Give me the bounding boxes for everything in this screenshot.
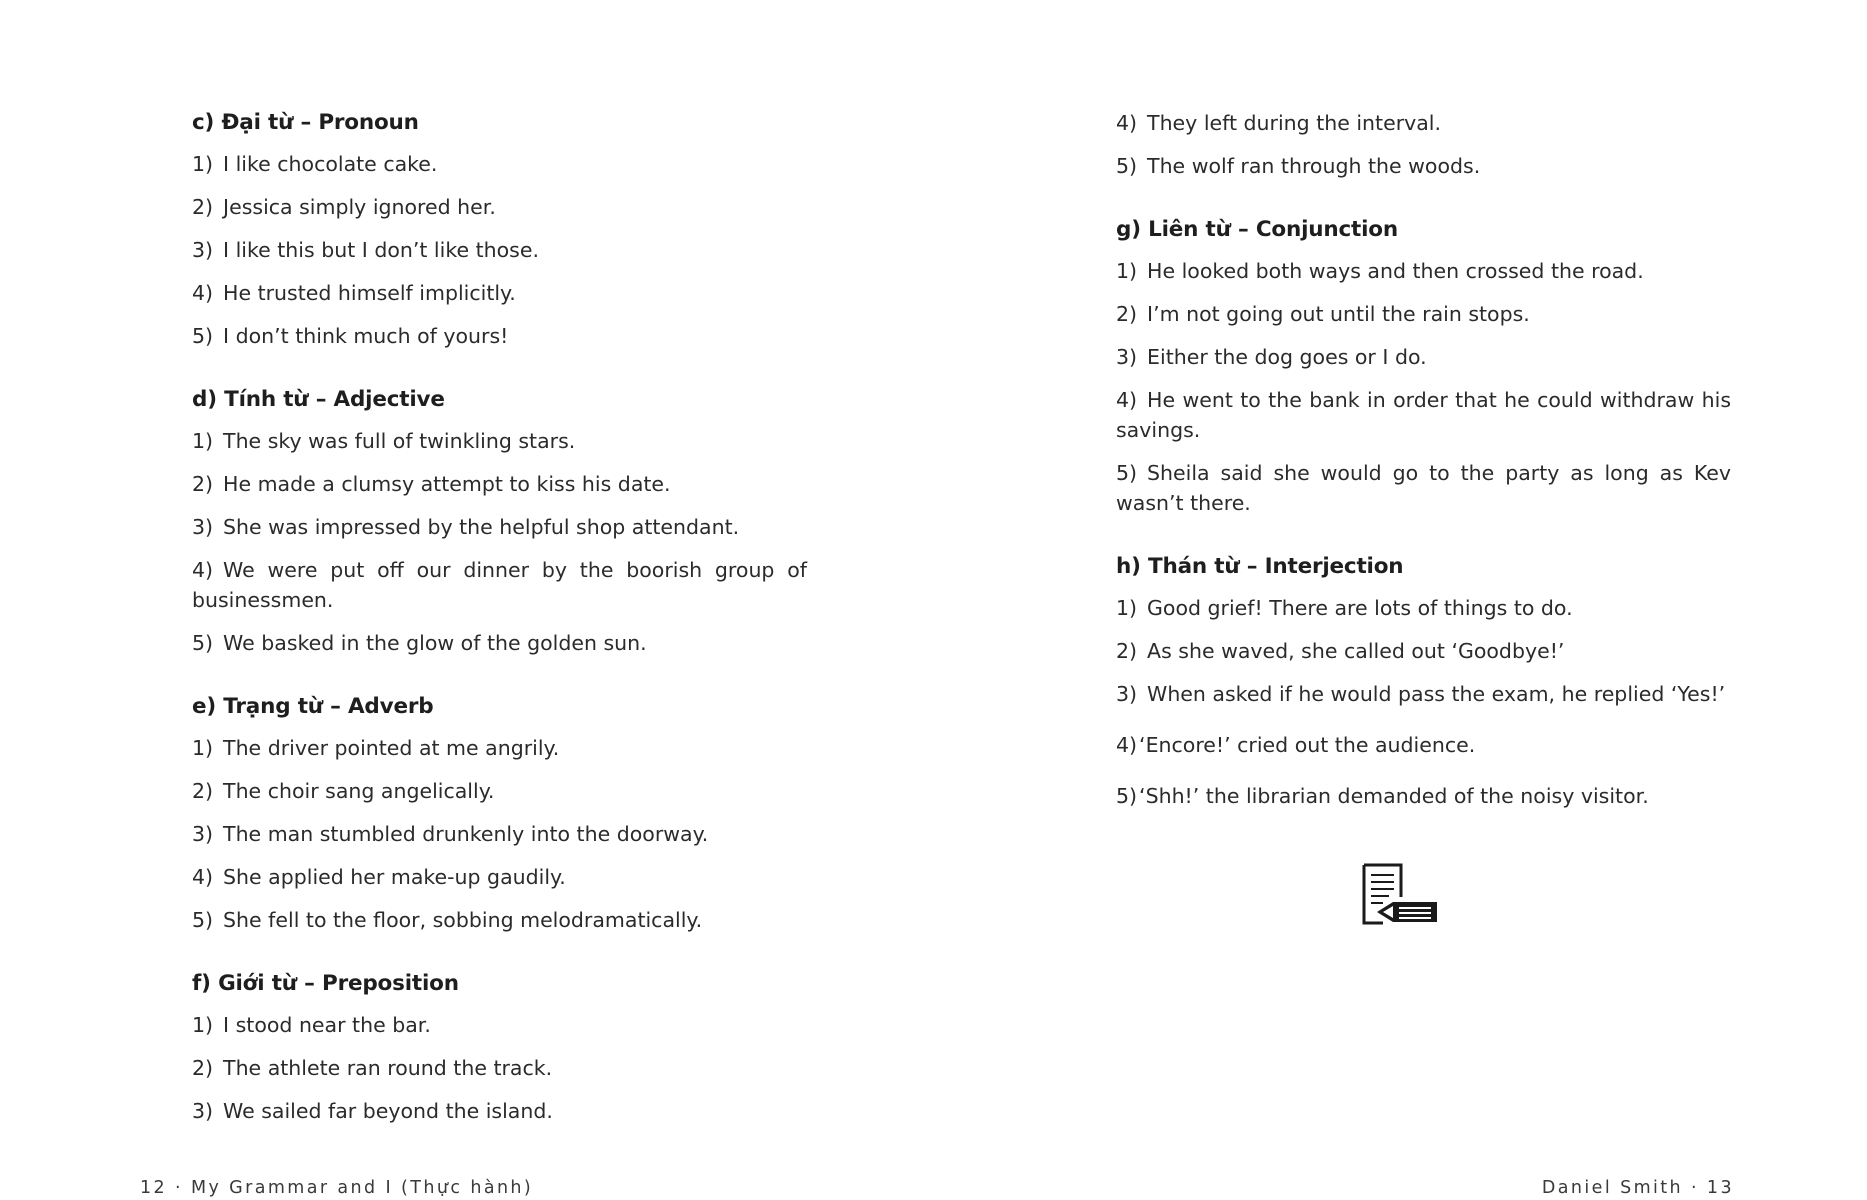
list-item: 3) We sailed far beyond the island. (192, 1099, 553, 1123)
right-page (933, 0, 1867, 1200)
list-item: 4) He went to the bank in order that he could withdraw his savings. (1116, 388, 1731, 442)
list-item: 5) She fell to the floor, sobbing melodramatically. (192, 908, 703, 932)
left-page (0, 0, 933, 1200)
list-item: 2) I’m not going out until the rain stops. (1116, 302, 1530, 326)
section-heading: g) Liên từ – Conjunction (1116, 217, 1398, 242)
list-item: 3) The man stumbled drunkenly into the doorway. (192, 822, 709, 846)
page-footer-left: 12 · My Grammar and I (Thực hành) (140, 1178, 534, 1198)
list-item: 5) The wolf ran through the woods. (1116, 154, 1481, 178)
section-interjection (1116, 552, 1731, 811)
list-item: 4) She applied her make-up gaudily. (192, 865, 566, 889)
list-item: 1) He looked both ways and then crossed the road. (1116, 259, 1644, 283)
list-item: 5)‘Shh!’ the librarian demanded of the noisy visitor. (1116, 784, 1649, 808)
section-heading: h) Thán từ – Interjection (1116, 554, 1404, 579)
page-footer-right: Daniel Smith · 13 (1541, 1178, 1734, 1198)
section-heading: d) Tính từ – Adjective (192, 387, 445, 412)
list-item: 5) I don’t think much of yours! (192, 324, 509, 348)
list-item: 1) Good grief! There are lots of things to do. (1116, 596, 1573, 620)
list-item: 3) She was impressed by the helpful shop attendant. (192, 515, 740, 539)
section-adverb (192, 692, 807, 935)
list-item: 4) He trusted himself implicitly. (192, 281, 516, 305)
list-item: 1) I like chocolate cake. (192, 152, 438, 176)
list-item: 1) I stood near the bar. (192, 1013, 431, 1037)
list-item: 2) As she waved, she called out ‘Goodbye!’ (1116, 639, 1565, 663)
document-pencil-icon (1361, 863, 1441, 925)
list-item: 5) Sheila said she would go to the party as long as Kev wasn’t there. (1116, 461, 1731, 515)
list-item: 2) He made a clumsy attempt to kiss his date. (192, 472, 671, 496)
section-conjunction (1116, 215, 1731, 518)
left-column (192, 108, 807, 1160)
list-item: 2) The choir sang angelically. (192, 779, 495, 803)
right-column (1116, 108, 1731, 845)
list-item: 2) Jessica simply ignored her. (192, 195, 496, 219)
section-adjective (192, 385, 807, 658)
section-heading: f) Giới từ – Preposition (192, 971, 459, 996)
section-pronoun (192, 108, 807, 351)
list-item: 4) They left during the interval. (1116, 111, 1442, 135)
list-item: 5) We basked in the glow of the golden sun. (192, 631, 647, 655)
list-item: 3) Either the dog goes or I do. (1116, 345, 1427, 369)
list-item: 1) The driver pointed at me angrily. (192, 736, 560, 760)
list-item: 3) I like this but I don’t like those. (192, 238, 539, 262)
section-preposition-continued (1116, 108, 1731, 181)
section-heading: c) Đại từ – Pronoun (192, 110, 419, 135)
list-item: 3) When asked if he would pass the exam, he replied ‘Yes!’ (1116, 682, 1726, 706)
list-item: 1) The sky was full of twinkling stars. (192, 429, 576, 453)
section-heading: e) Trạng từ – Adverb (192, 694, 434, 719)
section-preposition (192, 969, 807, 1126)
list-item: 2) The athlete ran round the track. (192, 1056, 553, 1080)
list-item: 4) We were put off our dinner by the boorish group of businessmen. (192, 558, 807, 612)
list-item: 4)‘Encore!’ cried out the audience. (1116, 733, 1476, 757)
